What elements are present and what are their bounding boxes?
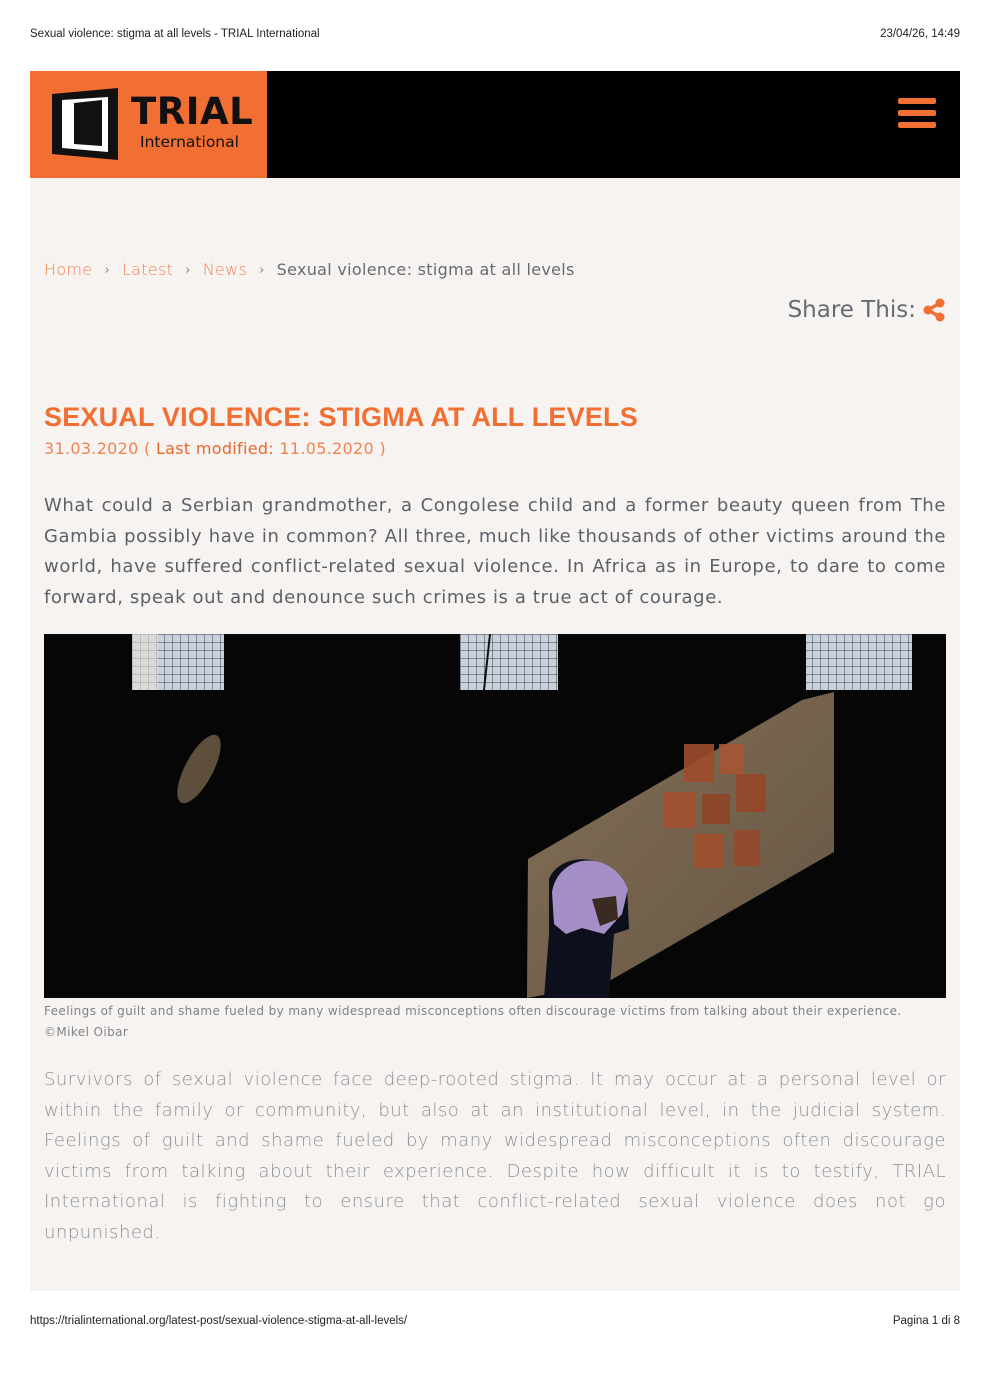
print-page-title: Sexual violence: stigma at all levels - TRIAL International	[30, 28, 320, 40]
logo-subtitle: International	[140, 133, 239, 151]
breadcrumb-home[interactable]: Home	[44, 260, 93, 279]
page-body	[30, 178, 960, 1291]
article-body-paragraph: Survivors of sexual violence face deep-rooted stigma. It may occur at a personal level or within the family or community, but also at an institutional level, in the judicial system. Feelings of guilt and shame fueled by many widespread misconceptions often discourage victims from talking about their experience. Despite how difficult it is to testify, TRIAL International is fighting to ensure that conflict-related sexual violence does not go unpunished.	[44, 1069, 946, 1243]
breadcrumb	[44, 260, 575, 282]
article-dates	[44, 438, 386, 460]
modified-label: Last modified:	[155, 439, 274, 458]
modified-date: 11.05.2020 )	[274, 439, 386, 458]
site-header	[30, 71, 960, 178]
door-icon	[52, 88, 118, 160]
article-lead: What could a Serbian grandmother, a Congolese child and a former beauty queen from The Gambia possibly have in common? All three, much like thousands of other victims around the world, have suffered conflict-related sexual violence. In Africa as in Europe, to dare to come forward, speak out and denounce such crimes is a true act of courage.	[44, 495, 946, 608]
hamburger-menu-icon[interactable]	[898, 96, 938, 130]
breadcrumb-news[interactable]: News	[202, 260, 248, 279]
print-url: https://trialinternational.org/latest-post/sexual-violence-stigma-at-all-levels/	[30, 1315, 408, 1327]
site-logo[interactable]	[30, 71, 267, 178]
share-icon	[922, 298, 946, 322]
print-header	[30, 28, 960, 44]
chevron-right-icon: ›	[104, 263, 110, 278]
breadcrumb-latest[interactable]: Latest	[121, 260, 174, 279]
chevron-right-icon: ›	[259, 263, 265, 278]
share-button[interactable]	[788, 296, 946, 324]
menu-bar	[898, 98, 936, 104]
menu-bar	[898, 122, 936, 128]
publish-date: 31.03.2020	[44, 439, 139, 458]
print-page-number: Pagina 1 di 8	[892, 1315, 960, 1327]
article-hero-image	[44, 634, 946, 998]
breadcrumb-current: Sexual violence: stigma at all levels	[276, 260, 575, 279]
logo-wordmark: TRIAL	[131, 90, 254, 133]
article-title: SEXUAL VIOLENCE: STIGMA AT ALL LEVELS	[44, 402, 638, 432]
chevron-right-icon: ›	[185, 263, 191, 278]
image-caption: Feelings of guilt and shame fueled by many widespread misconceptions often discourage victims from talking about their experience. ©Mikel Oibar	[44, 1004, 902, 1039]
print-footer	[30, 1315, 960, 1331]
hero-photo	[44, 634, 946, 998]
menu-bar	[898, 110, 936, 116]
modified-open: (	[138, 439, 156, 458]
print-datetime: 23/04/26, 14:49	[880, 28, 960, 40]
share-label: Share This:	[787, 297, 916, 323]
